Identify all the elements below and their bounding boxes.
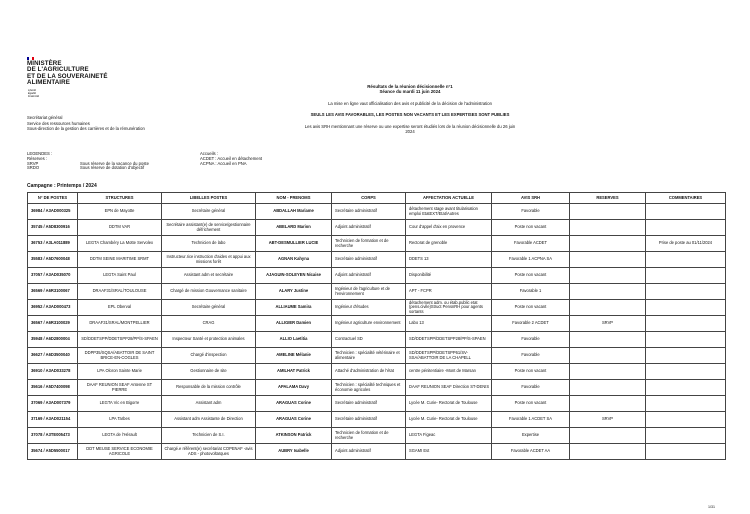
header-reserves: RESERVES — [570, 193, 646, 204]
cell-avis: Poste non vacant — [492, 268, 570, 284]
cell-commentaires — [646, 252, 726, 268]
cell-affectation: DDETS 13 — [406, 252, 492, 268]
cell-structure: LEGTA Chambéry La Motte Servolex — [78, 236, 162, 252]
cell-avis: Favorable 1 ACPNA SA — [492, 252, 570, 268]
cell-reserves — [570, 396, 646, 412]
cell-reserves — [570, 428, 646, 444]
cell-corps: Adjoint administratif — [332, 220, 406, 236]
cell-reserves — [570, 444, 646, 460]
table-row — [28, 204, 726, 220]
cell-libelle: Chargé d'inspection — [162, 348, 256, 364]
table-row — [28, 220, 726, 236]
cell-corps: Technicien : spécialité vétérinaire et alimentaire — [332, 348, 406, 364]
cell-commentaires — [646, 428, 726, 444]
table-row — [28, 316, 726, 332]
cell-structure: DDPP35/SQSA/ABATTOIR DE SAINT BRICE-EN-COGLES — [78, 348, 162, 364]
cell-affectation: SGAMI Est — [406, 444, 492, 460]
cell-num: 37169 / A3AD021154 — [28, 412, 78, 428]
cell-num: 35745 / A5D8300916 — [28, 220, 78, 236]
cell-libelle: Technicien de S.I. — [162, 428, 256, 444]
cell-corps: Secrétaire administratif — [332, 252, 406, 268]
cell-commentaires — [646, 300, 726, 316]
cell-commentaires — [646, 268, 726, 284]
header-num: N° DE POSTES — [28, 193, 78, 204]
cell-commentaires — [646, 348, 726, 364]
cell-nom: AJAGUIN-SOLEYEN Nicaise — [256, 268, 332, 284]
srh-note: Les avis SRH mentionnant une réserve ou une expertise seront étudiés lors de la réunion décisionnelle du 26 juin 2024 — [304, 124, 516, 135]
header-corps: CORPS — [332, 193, 406, 204]
cell-libelle: Inspecteur Santé et protection animales — [162, 332, 256, 348]
cell-commentaires — [646, 204, 726, 220]
cell-affectation: détachement stage avant titularisation emploi EtatEXT/Etat/Autres — [406, 204, 492, 220]
cell-structure: DAAF REUNION SEAF Antenne ST PIERRE — [78, 380, 162, 396]
cell-nom: ALARY Justine — [256, 284, 332, 300]
cell-corps: Ingénieur agriculture environnement — [332, 316, 406, 332]
cell-affectation: SD/DDETSPP/DDETSPP28/PP/S-SPAEN — [406, 332, 492, 348]
department-info — [27, 115, 145, 132]
cell-num: 36569 / A6R3100067 — [28, 284, 78, 300]
legend-srvp-code: SRVP — [27, 160, 39, 166]
cell-affectation: Rectorat de grenoble — [406, 236, 492, 252]
table-row — [28, 396, 726, 412]
header-affectation: AFFECTATION ACTUELLE — [406, 193, 492, 204]
table-row — [28, 444, 726, 460]
cell-avis: Favorable — [492, 348, 570, 364]
cell-corps: Secrétaire administratif — [332, 412, 406, 428]
cell-num: 37078 / A3TE005473 — [28, 428, 78, 444]
cell-avis: Favorable — [492, 380, 570, 396]
header-avis: AVIS SRH — [492, 193, 570, 204]
table-row — [28, 380, 726, 396]
cell-num: 35674 / A5D5500017 — [28, 444, 78, 460]
cell-avis: Poste non vacant — [492, 364, 570, 380]
document-title: Résultats de la réunion décisionnelle n°1 — [367, 84, 453, 89]
cell-libelle: Chargé de mission Gouvernance sanitaire — [162, 284, 256, 300]
cell-structure: DDTM SEINE MARITIME SRMT — [78, 252, 162, 268]
department-line: Secrétariat général — [27, 115, 63, 120]
cell-structure: LPA Tarbes — [78, 412, 162, 428]
cell-nom: ALLIO Laetitia — [256, 332, 332, 348]
ministry-line: DE L'AGRICULTURE — [27, 66, 89, 74]
cell-commentaires — [646, 316, 726, 332]
ministry-logo-text — [27, 61, 108, 87]
cell-corps: Secrétaire administratif — [332, 396, 406, 412]
legend-accueils — [200, 152, 262, 166]
cell-reserves: SRVP — [570, 412, 646, 428]
header-nom: NOM - PRENOMS — [256, 193, 332, 204]
cell-commentaires — [646, 220, 726, 236]
cell-libelle: Secrétaire assistant(e) de service/gestionnaire défrichement — [162, 220, 256, 236]
cell-nom: ATKINSON Patrick — [256, 428, 332, 444]
cell-num: 36567 / A6R3100029 — [28, 316, 78, 332]
cell-corps: Technicien de formation et de recherche — [332, 236, 406, 252]
cell-nom: AMILHAT Patrick — [256, 364, 332, 380]
page-number: 1/31 — [708, 505, 715, 509]
cell-commentaires — [646, 332, 726, 348]
table-row — [28, 364, 726, 380]
cell-nom: ABELARD Marion — [256, 220, 332, 236]
cell-commentaires — [646, 444, 726, 460]
cell-commentaires — [646, 412, 726, 428]
cell-avis: Favorable ACDET — [492, 236, 570, 252]
table-row — [28, 412, 726, 428]
cell-avis: Poste non vacant — [492, 396, 570, 412]
cell-num: 36910 / A3AD033278 — [28, 364, 78, 380]
cell-libelle: Responsable de la mission contrôle — [162, 380, 256, 396]
motto-line: Fraternité — [28, 95, 40, 98]
cell-commentaires — [646, 396, 726, 412]
cell-avis: Expertise — [492, 428, 570, 444]
cell-nom: ARAGUAS Corine — [256, 396, 332, 412]
legend-accueils-label: Accueils : — [200, 151, 218, 156]
cell-libelle: Instructeur.rice instruction d'aides et appui aux missions forêt — [162, 252, 256, 268]
cell-nom: ABT-DESMULLIER LUCIE — [256, 236, 332, 252]
header-libelles: LIBELLES POSTES — [162, 193, 256, 204]
cell-structure: LPA Oloron Sainte Marie — [78, 364, 162, 380]
ministry-line: ET DE LA SOUVERAINETÉ — [27, 72, 108, 80]
cell-nom: ABDALLAH Mariame — [256, 204, 332, 220]
department-line: Sous-direction de la gestion des carrières et de la rémunération — [27, 126, 145, 132]
motto-line: Égalité — [28, 92, 36, 95]
cell-affectation: Cour d'appel d'aix en provence — [406, 220, 492, 236]
cell-structure: EPL Oberval — [78, 300, 162, 316]
cell-corps: Contractuel SD — [332, 332, 406, 348]
cell-reserves — [570, 380, 646, 396]
cell-avis: Favorable 1 — [492, 284, 570, 300]
cell-affectation: Disponibilité — [406, 268, 492, 284]
cell-avis: Favorable 2 ACDET — [492, 316, 570, 332]
cell-libelle: Gestionnaire de site — [162, 364, 256, 380]
cell-reserves — [570, 204, 646, 220]
cell-libelle: Secrétaire général — [162, 204, 256, 220]
cell-reserves — [570, 252, 646, 268]
legend-reserves — [27, 152, 52, 171]
table-row — [28, 332, 726, 348]
cell-num: 35583 / A5D7600048 — [28, 252, 78, 268]
cell-corps: Technicien de formation et de recherche — [332, 428, 406, 444]
table-row — [28, 268, 726, 284]
cell-reserves — [570, 332, 646, 348]
results-table — [27, 192, 726, 460]
cell-corps: Adjoint administratif — [332, 444, 406, 460]
cell-affectation: Labo 13 — [406, 316, 492, 332]
legend-reserves-text — [80, 162, 149, 172]
cell-commentaires — [646, 364, 726, 380]
cell-libelle: Assistant adm et secrétaire — [162, 268, 256, 284]
cell-libelle: Chargé.e référent(e) secrétariat COPENAF -avis ADS - photovoltaïques — [162, 444, 256, 460]
cell-libelle: Assistant adm — [162, 396, 256, 412]
ministry-line: ALIMENTAIRE — [27, 79, 70, 87]
cell-reserves — [570, 268, 646, 284]
cell-reserves — [570, 236, 646, 252]
cell-affectation: Lycée M. Curie- Rectorat de Toulouse — [406, 396, 492, 412]
cell-avis: Favorable — [492, 204, 570, 220]
cell-structure: DDTM VAR — [78, 220, 162, 236]
cell-affectation: détachement adm. ou étab.public etat (pens.civile)Struct PensnRH pour agents sortants — [406, 300, 492, 316]
table-header-row — [28, 193, 726, 204]
table-row — [28, 252, 726, 268]
table-row — [28, 348, 726, 364]
cell-structure: DRAAF31/SRAL/TOULOUSE — [78, 284, 162, 300]
cell-commentaires — [646, 380, 726, 396]
cell-corps: Technicien : spécialité techniques et économie agricoles — [332, 380, 406, 396]
cell-structure: DRAAF31/SRAL/MONTPELLIER — [78, 316, 162, 332]
cell-nom: APALAMA Davy — [256, 380, 332, 396]
cell-num: 36627 / A6D3500040 — [28, 348, 78, 364]
cell-corps: Ingénieur d'études — [332, 300, 406, 316]
cell-corps: Secrétaire administratif — [332, 204, 406, 220]
cell-reserves: SRVP — [570, 316, 646, 332]
cell-structure: EPN de Mayotte — [78, 204, 162, 220]
cell-reserves — [570, 284, 646, 300]
cell-commentaires — [646, 284, 726, 300]
cell-reserves — [570, 364, 646, 380]
legend-title: LEGENDES : — [27, 151, 53, 156]
cell-nom: AMELINE Mélanie — [256, 348, 332, 364]
cell-avis: Favorable — [492, 332, 570, 348]
session-date: Séance du mardi 11 juin 2024 — [379, 89, 441, 94]
legend-srdo-code: SRDO — [27, 165, 40, 171]
cell-corps: Ingénieur de l'agriculture et de l'environnement — [332, 284, 406, 300]
cell-libelle: Secrétaire général — [162, 300, 256, 316]
cell-nom: AGNAN Kahyna — [256, 252, 332, 268]
cell-corps: Adjoint administratif — [332, 268, 406, 284]
table-row — [28, 236, 726, 252]
cell-structure: LEGTA Saint Paul — [78, 268, 162, 284]
table-row — [28, 300, 726, 316]
cell-avis: Poste non vacant — [492, 300, 570, 316]
publication-note: SEULS LES AVIS FAVORABLES, LES POSTES NON VACANTS ET LES EXPERTISES SONT PUBLIES — [310, 112, 510, 117]
cell-libelle: CRAG — [162, 316, 256, 332]
cell-avis: Favorable ACDET AA — [492, 444, 570, 460]
cell-num: 36952 / A3AD000473 — [28, 300, 78, 316]
legend-acdet: ACDET : Accueil en détachement — [200, 155, 263, 161]
cell-nom: ARAGUAS Corine — [256, 412, 332, 428]
cell-affectation: LEGTA Figeac — [406, 428, 492, 444]
legend-srvp-text: Sous réserve de la vacance du poste — [80, 160, 149, 166]
cell-affectation: centre pénitentiaire -Mont de Marsan — [406, 364, 492, 380]
intro-note: La mise en ligne vaut officialisation des avis et publicité de la décision de l'administration — [328, 101, 492, 106]
cell-num: 35616 / A5D7400098 — [28, 380, 78, 396]
cell-num: 35948 / A6D2800004 — [28, 332, 78, 348]
department-line: Service des ressources humaines — [27, 120, 90, 126]
cell-affectation: DAAF REUNION SEAF Direction ST-DENIS — [406, 380, 492, 396]
legend-acpna: ACPNA : Accueil en PNA — [200, 160, 247, 166]
cell-structure: DDT MEUSE SERVICE ECONOMIE AGRICOLE — [78, 444, 162, 460]
table-row — [28, 284, 726, 300]
cell-reserves — [570, 348, 646, 364]
header-structures: STRUCTURES — [78, 193, 162, 204]
cell-structure: SD/DDETSPP/DDETSPP28/PP/S-SPAEN — [78, 332, 162, 348]
cell-nom: ALLIAUME Samira — [256, 300, 332, 316]
cell-structure: LEGTA de l'Hérault — [78, 428, 162, 444]
cell-num: 37057 / A3AD035070 — [28, 268, 78, 284]
cell-avis: Favorable 1 ACDET SA — [492, 412, 570, 428]
cell-nom: ALLIGIER Damien — [256, 316, 332, 332]
legend-reserves-label: Réserves : — [27, 155, 48, 161]
cell-structure: LEGTA Vic en Bigorre — [78, 396, 162, 412]
cell-reserves — [570, 220, 646, 236]
cell-num: 37069 / A3AD007379 — [28, 396, 78, 412]
campaign-title: Campagne : Printemps / 2024 — [27, 183, 97, 189]
table-row — [28, 428, 726, 444]
cell-reserves — [570, 300, 646, 316]
cell-avis: Poste non vacant — [492, 220, 570, 236]
cell-num: 36753 / A3LA011889 — [28, 236, 78, 252]
cell-corps: Attaché d'administration de l'état — [332, 364, 406, 380]
cell-affectation: SD/DDETSPP/DDETSPP61/SV-SSA/ABATTOIR DE LA CHAPELL — [406, 348, 492, 364]
legend-srdo-text: Sous réserve de dotation d'objectif — [80, 165, 145, 171]
ministry-line: MINISTÈRE — [27, 60, 62, 67]
cell-libelle: Technicien de labo — [162, 236, 256, 252]
header-commentaires: COMMENTAIRES — [646, 193, 726, 204]
cell-nom: AUBRY Isabelle — [256, 444, 332, 460]
cell-commentaires: Prise de poste au 01/11/2024 — [646, 236, 726, 252]
cell-affectation: Lycée M. Curie- Rectorat de Toulouse — [406, 412, 492, 428]
cell-affectation: APT - FCPR — [406, 284, 492, 300]
cell-num: 36984 / A3AD000325 — [28, 204, 78, 220]
motto-line: Liberté — [28, 89, 36, 92]
cell-libelle: Assistant adm Assistante de Direction — [162, 412, 256, 428]
republic-motto — [28, 89, 39, 98]
